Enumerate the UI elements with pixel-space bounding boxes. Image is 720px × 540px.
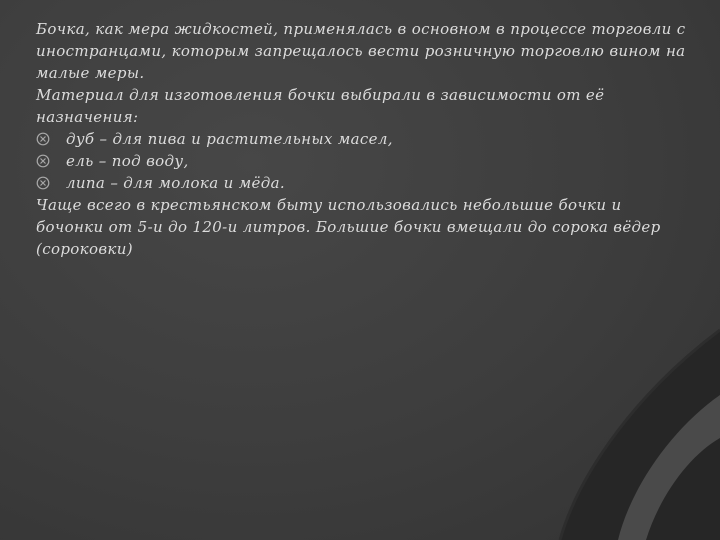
bullet-text: липа – для молока и мёда. <box>66 174 286 192</box>
slide-content <box>36 18 686 260</box>
intro-paragraph: Бочка, как мера жидкостей, применялась в основном в процессе торговли с иностранцами, которым запрещалось вести розничную торговлю вином на малые меры. <box>36 20 686 82</box>
circled-x-icon <box>36 132 50 146</box>
bullet-item-oak <box>36 128 686 150</box>
bullet-item-linden <box>36 172 686 194</box>
closing-paragraph: Чаще всего в крестьянском быту использовались небольшие бочки и бочонки от 5-и до 120-и литров. Большие бочки вмещали до сорока вёдер (сороковки) <box>36 196 661 258</box>
bullet-item-spruce <box>36 150 686 172</box>
material-paragraph: Материал для изготовления бочки выбирали в зависимости от её назначения: <box>36 86 605 126</box>
circled-x-icon <box>36 176 50 190</box>
bullet-text: дуб – для пива и растительных масел, <box>66 130 393 148</box>
circled-x-icon <box>36 154 50 168</box>
bullet-text: ель – под воду, <box>66 152 189 170</box>
